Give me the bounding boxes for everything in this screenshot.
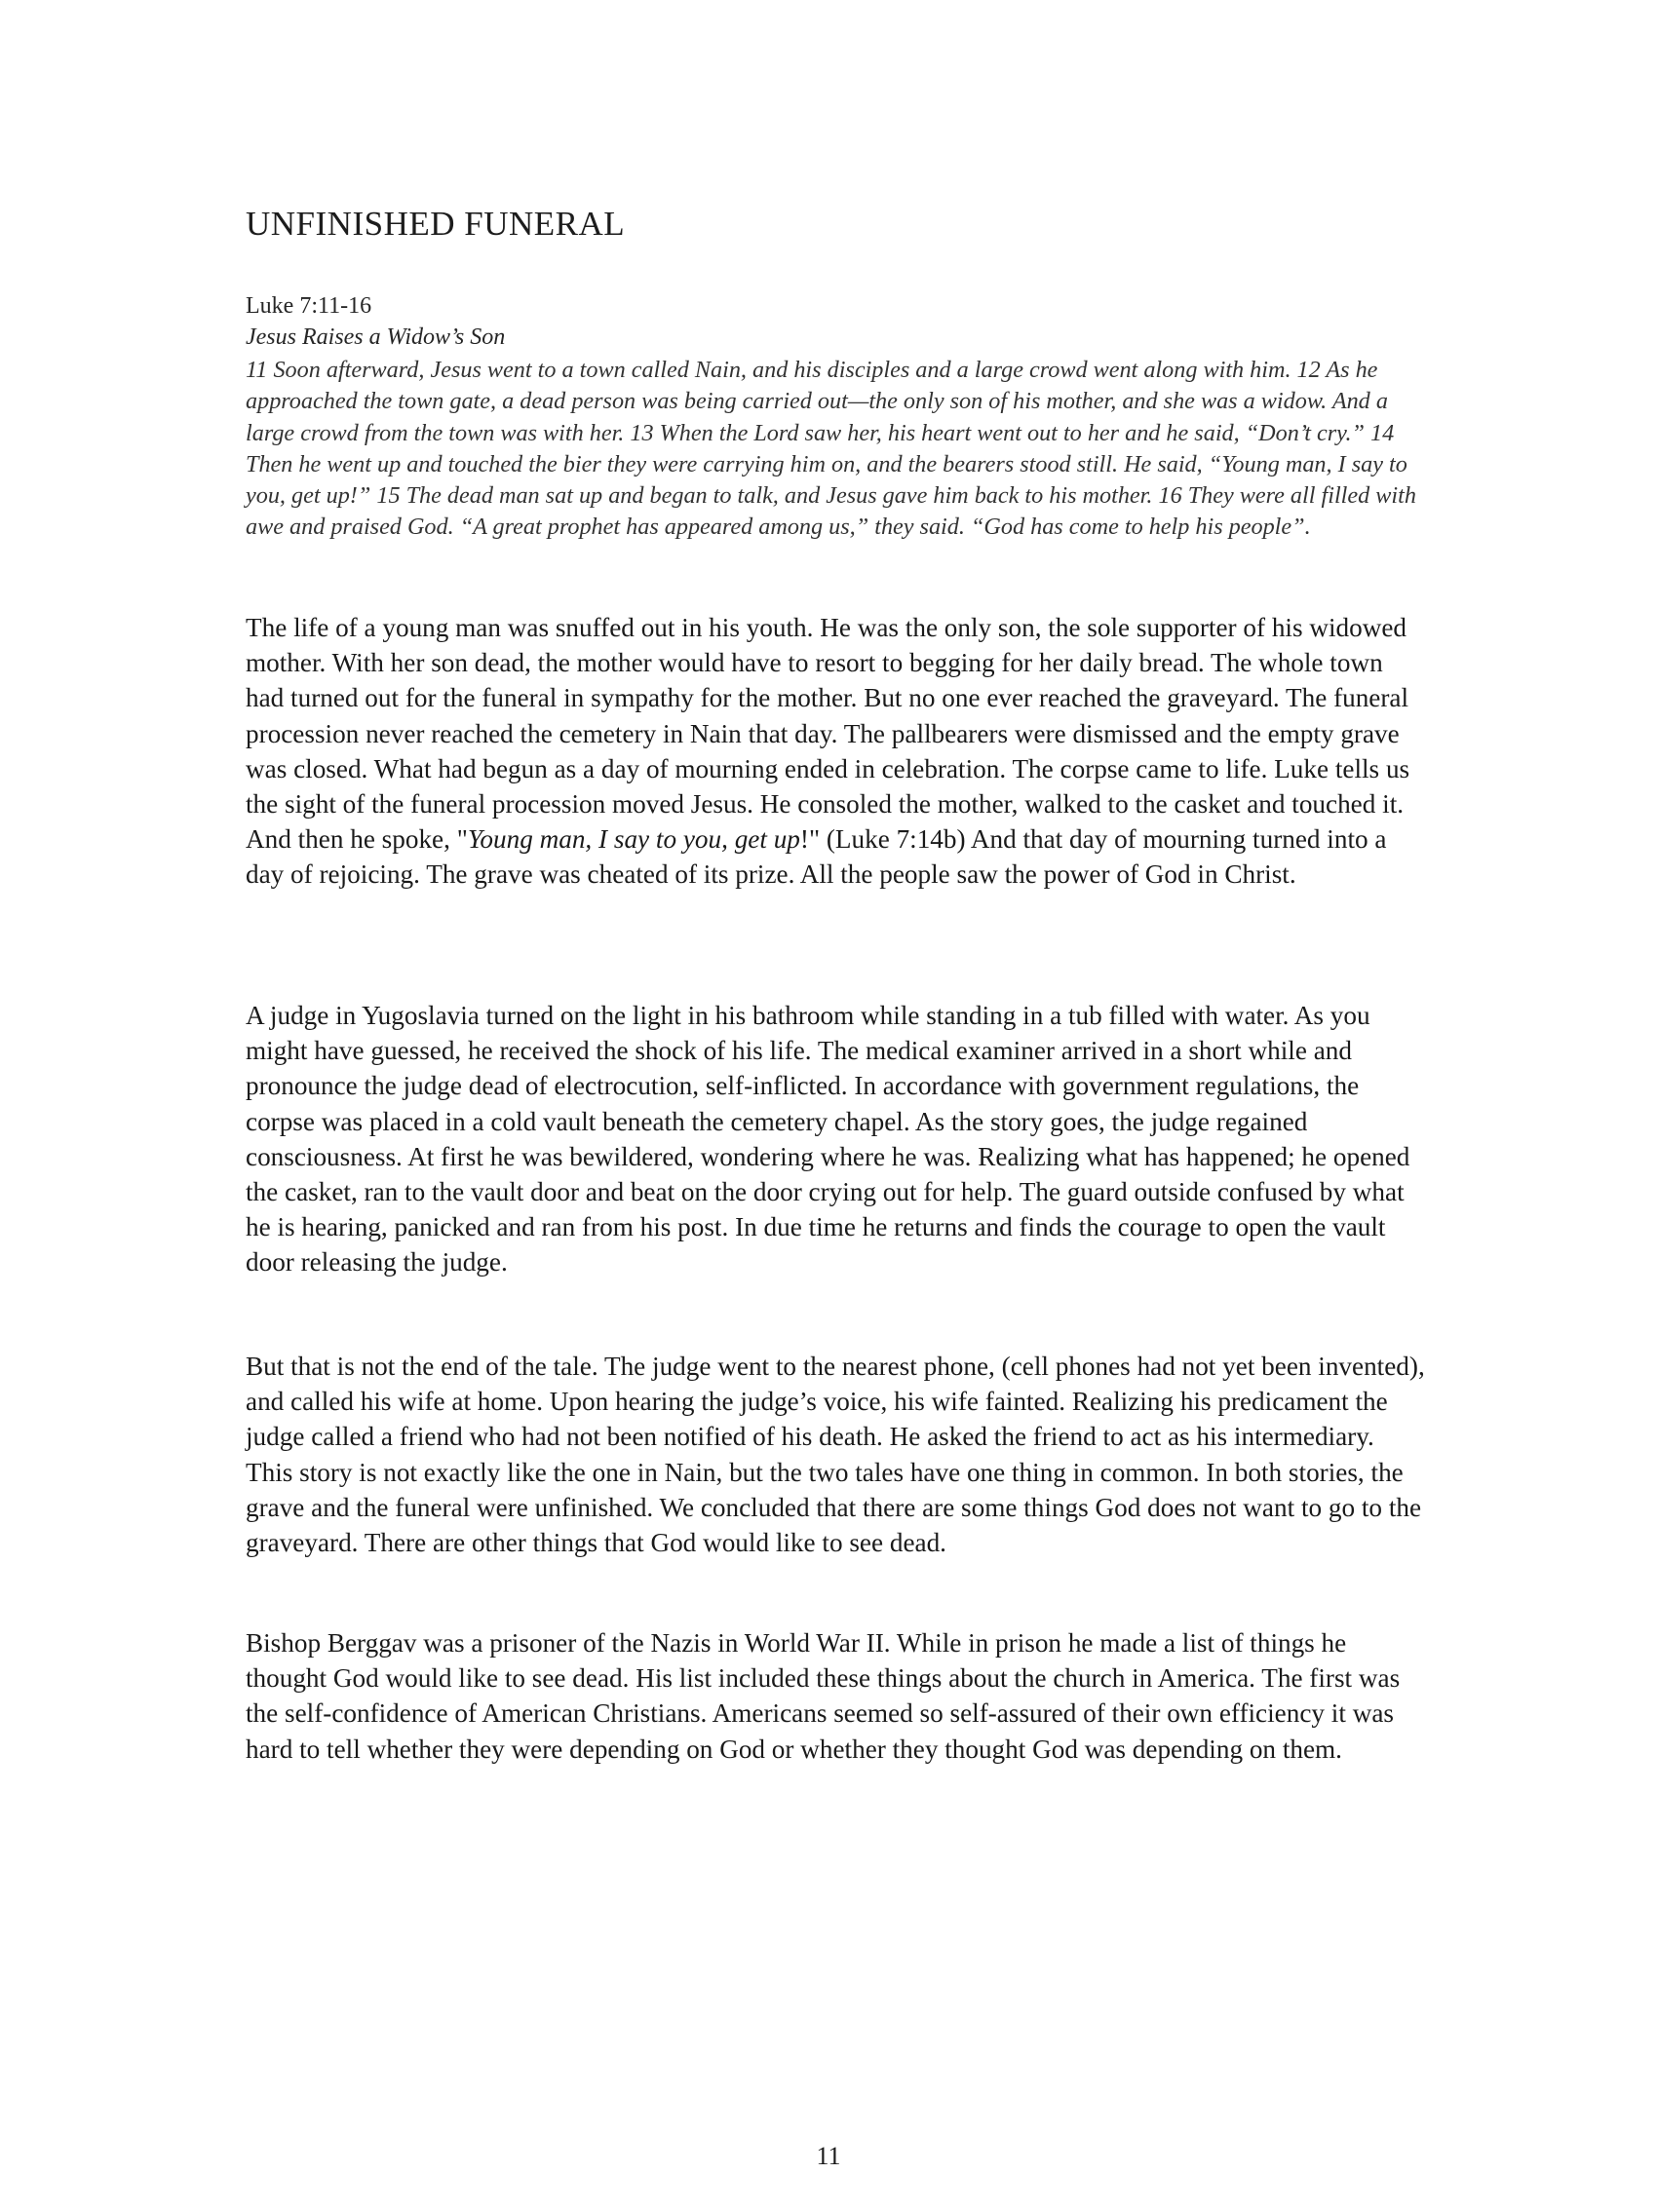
scripture-heading: Jesus Raises a Widow’s Son: [246, 324, 506, 350]
page-number: 11: [816, 2142, 841, 2170]
paragraph-4: Bishop Berggav was a prisoner of the Nazis in World War II. While in prison he made a list of things he thought God would like to see dead. His list included these things about the church in America. The first was the self-confidence of American Christians. Americans seemed so self-assured of their own efficiency it was hard to tell whether they were depending on God or whether they thought God was depending on them.: [246, 1628, 1401, 1764]
paragraph-1-quote: Young man, I say to you, get up: [467, 824, 800, 855]
paragraph-1: [246, 610, 1425, 893]
paragraph-1-text-start: The life of a young man was snuffed out in his youth. He was the only son, the sole supporter of his widowed mother. With her son dead, the mother would have to resort to begging for her daily bread. The whole town had turned out for the funeral in sympathy for the mother. But no one ever reached the graveyard. The funeral procession never reached the cemetery in Nain that day. The pallbearers were dismissed and the empty grave was closed. What had begun as a day of mourning ended in celebration. The corpse came to life. Luke tells us the sight of the funeral procession moved Jesus. He consoled the mother, walked to the casket and touched it. And then he spoke, ": [246, 613, 1410, 855]
scripture-text: 11 Soon afterward, Jesus went to a town called Nain, and his disciples and a large crowd went along with him. 12 As he approached the town gate, a dead person was being carried out—the only son of his mother, and she was a widow. And a large crowd from the town was with her. 13 When the Lord saw her, his heart went out to her and he said, “Don’t cry.” 14 Then he went up and touched the bier they were carrying him on, and the bearers stood still. He said, “Young man, I say to you, get up!” 15 The dead man sat up and began to talk, and Jesus gave him back to his mother. 16 They were all filled with awe and praised God. “A great prophet has appeared among us,” they said. “God has come to help his people”.: [246, 357, 1416, 541]
paragraph-2: A judge in Yugoslavia turned on the light in his bathroom while standing in a tub filled with water. As you might have guessed, he received the shock of his life. The medical examiner arrived in a short while and pronounce the judge dead of electrocution, self-inflicted. In accordance with government regulations, the corpse was placed in a cold vault beneath the cemetery chapel. As the story goes, the judge regained consciousness. At first he was bewildered, wondering where he was. Realizing what has happened; he opened the casket, ran to the vault door and beat on the door crying out for help. The guard outside confused by what he is hearing, panicked and ran from his post. In due time he returns and finds the courage to open the vault door releasing the judge.: [246, 1001, 1410, 1278]
scripture-reference: Luke 7:11-16: [246, 293, 372, 319]
paragraph-1-text-end: !" (Luke 7:14b) And that day of mourning turned into a day of rejoicing. The grave was cheated of its prize. All the people saw the power of God in Christ.: [246, 824, 1387, 890]
paragraph-3: But that is not the end of the tale. The judge went to the nearest phone, (cell phones had not yet been invented), and called his wife at home. Upon hearing the judge’s voice, his wife fainted. Realizing his predicament the judge called a friend who had not been notified of his death. He asked the friend to act as his intermediary. This story is not exactly like the one in Nain, but the two tales have one thing in common. In both stories, the grave and the funeral were unfinished. We concluded that there are some things God does not want to go to the graveyard. There are other things that God would like to see dead.: [246, 1352, 1425, 1558]
page-title: UNFINISHED FUNERAL: [246, 205, 626, 243]
